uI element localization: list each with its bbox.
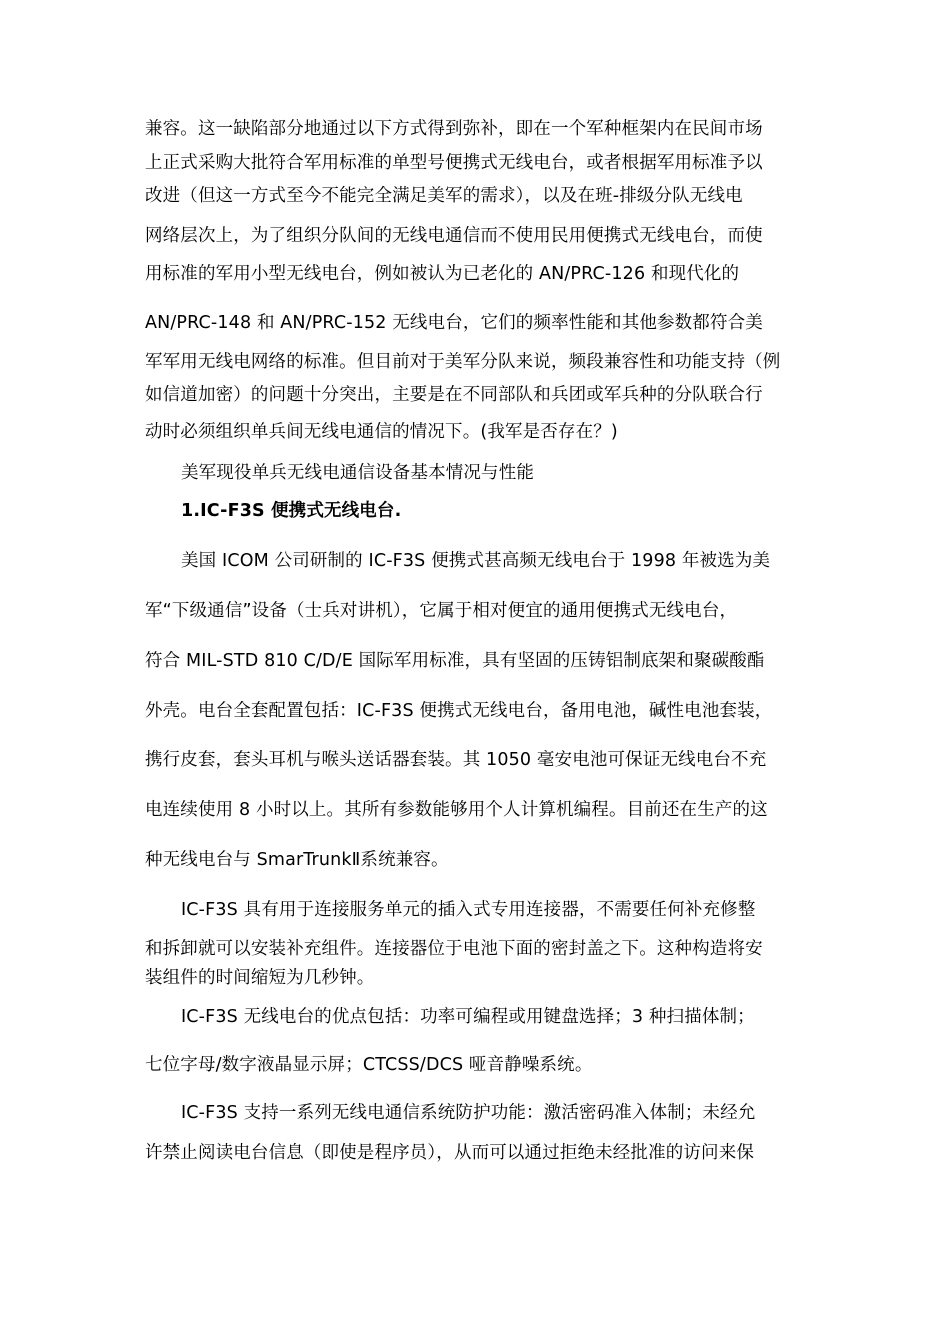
paragraph-line: 网络层次上，为了组织分队间的无线电通信而不使用民用便携式无线电台，而使 — [145, 226, 763, 246]
paragraph-line: 和拆卸就可以安装补充组件。连接器位于电池下面的密封盖之下。这种构造将安 — [145, 939, 763, 959]
paragraph-line: 七位字母/数字液晶显示屏；CTCSS/DCS 哑音静噪系统。 — [145, 1055, 593, 1075]
paragraph-line: 军“下级通信”设备（士兵对讲机），它属于相对便宜的通用便携式无线电台， — [145, 601, 738, 621]
paragraph-line: IC-F3S 支持一系列无线电通信系统防护功能：激活密码准入体制；未经允 — [181, 1103, 756, 1123]
paragraph-line: 种无线电台与 SmarTrunkⅡ系统兼容。 — [145, 850, 449, 870]
paragraph-line: 美国 ICOM 公司研制的 IC-F3S 便携式甚高频无线电台于 1998 年被选为美 — [181, 551, 771, 571]
subsection-heading: 1.IC-F3S 便携式无线电台. — [181, 501, 402, 521]
paragraph-line: AN/PRC-148 和 AN/PRC-152 无线电台，它们的频率性能和其他参数都符合美 — [145, 313, 763, 333]
paragraph-line: 动时必须组织单兵间无线电通信的情况下。(我军是否存在？) — [145, 422, 618, 442]
paragraph-line: 军军用无线电网络的标准。但目前对于美军分队来说，频段兼容性和功能支持（例 — [145, 352, 781, 372]
paragraph-line: 上正式采购大批符合军用标准的单型号便携式无线电台，或者根据军用标准予以 — [145, 153, 763, 173]
paragraph-line: IC-F3S 无线电台的优点包括：功率可编程或用键盘选择；3 种扫描体制； — [181, 1007, 755, 1027]
paragraph-line: 电连续使用 8 小时以上。其所有参数能够用个人计算机编程。目前还在生产的这 — [145, 800, 768, 820]
paragraph-line: 许禁止阅读电台信息（即使是程序员），从而可以通过拒绝未经批准的访问来保 — [145, 1143, 754, 1163]
paragraph-line: IC-F3S 具有用于连接服务单元的插入式专用连接器，不需要任何补充修整 — [181, 900, 756, 920]
paragraph-line: 兼容。这一缺陷部分地通过以下方式得到弥补，即在一个军种框架内在民间市场 — [145, 119, 763, 139]
paragraph-line: 符合 MIL-STD 810 C/D/E 国际军用标准，具有坚固的压铸铝制底架和聚碳酸酯 — [145, 651, 765, 671]
section-heading: 美军现役单兵无线电通信设备基本情况与性能 — [181, 463, 534, 483]
paragraph-line: 用标准的军用小型无线电台，例如被认为已老化的 AN/PRC-126 和现代化的 — [145, 264, 740, 284]
paragraph-line: 如信道加密）的问题十分突出，主要是在不同部队和兵团或军兵种的分队联合行 — [145, 385, 763, 405]
paragraph-line: 改进（但这一方式至今不能完全满足美军的需求），以及在班-排级分队无线电 — [145, 186, 743, 206]
paragraph-line: 装组件的时间缩短为几秒钟。 — [145, 968, 375, 988]
paragraph-line: 携行皮套，套头耳机与喉头送话器套装。其 1050 毫安电池可保证无线电台不充 — [145, 750, 767, 770]
paragraph-line: 外壳。电台全套配置包括：IC-F3S 便携式无线电台，备用电池，碱性电池套装， — [145, 701, 773, 721]
